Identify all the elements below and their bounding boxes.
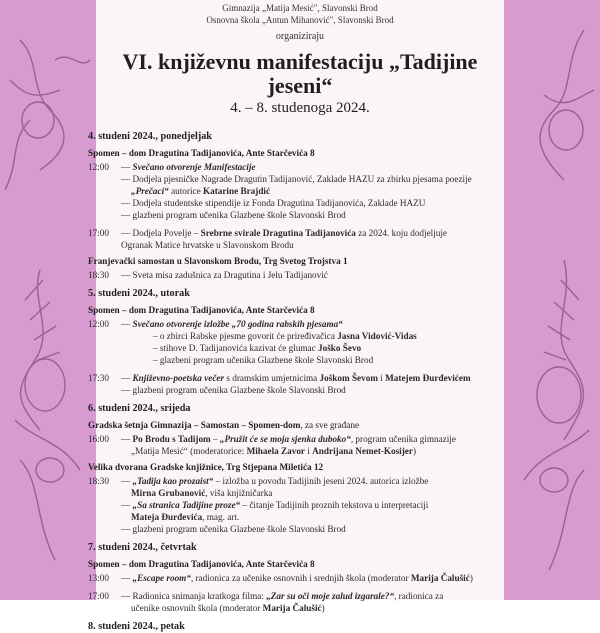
event-title: Po Brodu s Tadijom: [132, 434, 211, 444]
person-name: Andrijana Nemet-Kosijer: [312, 446, 413, 456]
event-row: 12:00 — Svečano otvorenje izložbe „70 godina rabskih pjesama“ – o zbirci Rabske pjesme govorit će priređivačica Jasna Vidović-Vidas – stihove D. Tadijanovića kazivat će glumac Joško Ševo – glazbeni program učenika Glazbene škole Slavonski Brod: [88, 319, 417, 365]
event-time: 17:00: [88, 591, 109, 601]
person-name: Marija Čalušić: [410, 573, 470, 583]
event-detail: učenike osnovnih škola (moderator: [131, 603, 263, 613]
exhibition-title: „Tadija kao prozaist“: [132, 476, 214, 486]
day-heading: 6. studeni 2024., srijeda: [88, 403, 191, 414]
person-name: Mateja Đurđevića: [131, 512, 203, 522]
organizing-label: organiziraju: [275, 31, 325, 42]
event-detail: glazbeni program učenika Glazbene škole Slavonski Brod: [132, 210, 346, 220]
person-name: Jasna Vidović-Vidas: [337, 331, 417, 341]
event-detail: „Matija Mesić“ (moderatorice:: [131, 446, 247, 456]
event-detail: Sveta misa zadušnica za Dragutina i Jelu Tadijanović: [132, 270, 328, 280]
event-row: 12:00 — Svečano otvorenje Manifestacije — Dodjela pjesničke Nagrade Dragutin Tadijanović, Zaklade HAZU za zbirku pjesama poezije „Prečaci“ autorice Katarine Brajdić — Dodjela studentske stipendije iz Fonda Dragutina Tadijanovića, Zaklade HAZU — glazbeni program učenika Glazbene škole Slavonski Brod: [88, 162, 472, 220]
person-name: Mihaela Zavor: [246, 446, 305, 456]
event-detail: , radionica za: [394, 591, 444, 601]
event-detail: Radionica snimanja kratkoga filma:: [132, 591, 267, 601]
day-heading: 5. studeni 2024., utorak: [88, 288, 190, 299]
event-detail: , program učenika gimnazije: [350, 434, 456, 444]
event-dates: 4. – 8. studenoga 2024.: [230, 100, 370, 116]
event-time: 12:00: [88, 162, 109, 172]
event-detail: , mag. art.: [202, 512, 240, 522]
event-detail: Dodjela Povelje –: [132, 228, 201, 238]
event-title: Svečano otvorenje izložbe: [132, 319, 232, 329]
event-row: 16:00 — Po Brodu s Tadijom – „Pružit će se moja sjenka duboko“, program učenika gimnazije „Matija Mesić“ (moderatorice: Mihaela Zavor i Andrijana Nemet-Kosijer): [88, 434, 456, 456]
event-detail: glazbeni program učenika Glazbene škole Slavonski Brod: [132, 385, 346, 395]
venue-note: , za sve građane: [300, 420, 360, 430]
event-time: 17:00: [88, 228, 109, 238]
event-detail: Ogranak Matice hrvatske u Slavonskom Brodu: [121, 240, 294, 250]
program-page: [88, 0, 504, 632]
event-time: 12:00: [88, 319, 109, 329]
event-detail: stihove D. Tadijanovića kazivat će glumac: [159, 343, 319, 353]
event-time: 17:30: [88, 373, 109, 383]
event-detail: Dodjela pjesničke Nagrade Dragutin Tadijanović, Zaklade HAZU za zbirku pjesama poezije: [132, 174, 472, 184]
event-detail: za 2024. koju dodjeljuje: [355, 228, 447, 238]
venue: Spomen – dom Dragutina Tadijanovića, Ante Starčevića 8: [88, 559, 315, 569]
event-time: 18:30: [88, 476, 109, 486]
event-time: 13:00: [88, 573, 109, 583]
venue: Spomen – dom Dragutina Tadijanovića, Ante Starčevića 8: [88, 148, 315, 158]
venue: Spomen – dom Dragutina Tadijanovića, Ante Starčevića 8: [88, 305, 315, 315]
author-name: Katarine Brajdić: [202, 186, 271, 196]
program-title: „Pružit će se moja sjenka duboko“: [219, 434, 351, 444]
event-detail: , viša knjižničarka: [205, 488, 273, 498]
page-title: VI. književnu manifestaciju „Tadijine jeseni“: [122, 49, 478, 98]
event-time: 16:00: [88, 434, 109, 444]
event-time: 18:30: [88, 270, 109, 280]
reading-title: „Sa stranica Tadijine proze“: [132, 500, 241, 510]
person-name: Matejem Đurđevićem: [385, 373, 471, 383]
event-detail: – izložba u povodu Tadijinih jeseni 2024. autorica izložbe: [213, 476, 429, 486]
event-detail: autorice: [168, 186, 203, 196]
workshop-title: „Zar su oči moje zalud izgarale?“: [266, 591, 395, 601]
tree-hand-illustration-right: [504, 0, 600, 600]
program-schedule: [88, 131, 508, 633]
event-title: „Escape room“: [132, 573, 191, 583]
event-detail: – čitanje Tadijinih proznih tekstova u interpretaciji: [240, 500, 429, 510]
event-title: Svečano otvorenje Manifestacije: [132, 162, 256, 172]
event-row: 17:30 — Književno-poetska večer s dramskim umjetnicima Joškom Ševom i Matejem Đurđevićem — glazbeni program učenika Glazbene škole Slavonski Brod: [88, 373, 471, 395]
event-detail: ): [321, 603, 325, 613]
person-name: Marija Čalušić: [262, 603, 322, 613]
exhibition-title: „70 godina rabskih pjesama“: [231, 319, 343, 329]
event-detail: glazbeni program učenika Glazbene škole Slavonski Brod: [132, 524, 346, 534]
award-name: Srebrne svirale Dragutina Tadijanovića: [200, 228, 356, 238]
venue: Franjevački samostan u Slavonskom Brodu, Trg Svetog Trojstva 1: [88, 256, 348, 266]
organizer-gimnazija: Gimnazija „Matija Mesić", Slavonski Brod: [222, 3, 378, 13]
event-detail: i: [305, 446, 313, 456]
person-name: Joško Ševo: [318, 343, 362, 353]
right-decorative-panel: [504, 0, 600, 600]
event-detail: i: [377, 373, 386, 383]
day-heading: 4. studeni 2024., ponedjeljak: [88, 131, 212, 142]
event-detail: –: [210, 434, 220, 444]
event-detail: o zbirci Rabske pjesme govorit će priređivačica: [159, 331, 338, 341]
book-title: „Prečaci“: [131, 186, 169, 196]
person-name: Mirna Grubanović: [131, 488, 206, 498]
event-row: 18:30 — „Tadija kao prozaist“ – izložba u povodu Tadijinih jeseni 2024. autorica izložbe Mirna Grubanović, viša knjižničarka — „Sa stranica Tadijine proze“ – čitanje Tadijinih proznih tekstova u interpretaciji Mateja Đurđevića, mag. art. — glazbeni program učenika Glazbene škole Slavonski Brod: [88, 476, 429, 534]
event-detail: s dramskim umjetnicima: [224, 373, 320, 383]
day-heading: 8. studeni 2024., petak: [88, 621, 185, 632]
person-name: Joškom Ševom: [319, 373, 378, 383]
tree-hand-illustration-left: [0, 0, 96, 600]
event-detail: ): [469, 573, 473, 583]
event-row: 13:00 — „Escape room“, radionica za učenike osnovnih i srednjih škola (moderator Marija Čalušić): [88, 573, 473, 583]
event-row: 18:30 — Sveta misa zadušnica za Dragutina i Jelu Tadijanović: [88, 270, 328, 280]
organizer-osnovna-skola: Osnovna škola „Antun Mihanović", Slavonski Brod: [206, 15, 394, 25]
day-heading: 7. studeni 2024., četvrtak: [88, 542, 197, 553]
venue: Gradska šetnja Gimnazija – Samostan – Spomen-dom: [88, 420, 301, 430]
event-detail: ): [412, 446, 417, 456]
organizers: [96, 2, 504, 26]
venue: Velika dvorana Gradske knjižnice, Trg Stjepana Miletića 12: [88, 462, 324, 472]
event-detail: glazbeni program učenika Glazbene škole Slavonski Brod: [159, 355, 374, 365]
event-row: 17:00 — Dodjela Povelje – Srebrne svirale Dragutina Tadijanovića za 2024. koju dodjeljuje Ogranak Matice hrvatske u Slavonskom Brodu: [88, 227, 508, 251]
event-title: Književno-poetska večer: [132, 373, 225, 383]
event-detail: , radionica za učenike osnovnih i srednjih škola (moderator: [190, 573, 411, 583]
event-row: 17:00 — Radionica snimanja kratkoga filma: „Zar su oči moje zalud izgarale?“, radionica za učenike osnovnih škola (moderator Marija Čalušić): [88, 591, 444, 613]
event-detail: Dodjela studentske stipendije iz Fonda Dragutina Tadijanovića, Zaklade HAZU: [132, 198, 426, 208]
left-decorative-panel: [0, 0, 96, 600]
